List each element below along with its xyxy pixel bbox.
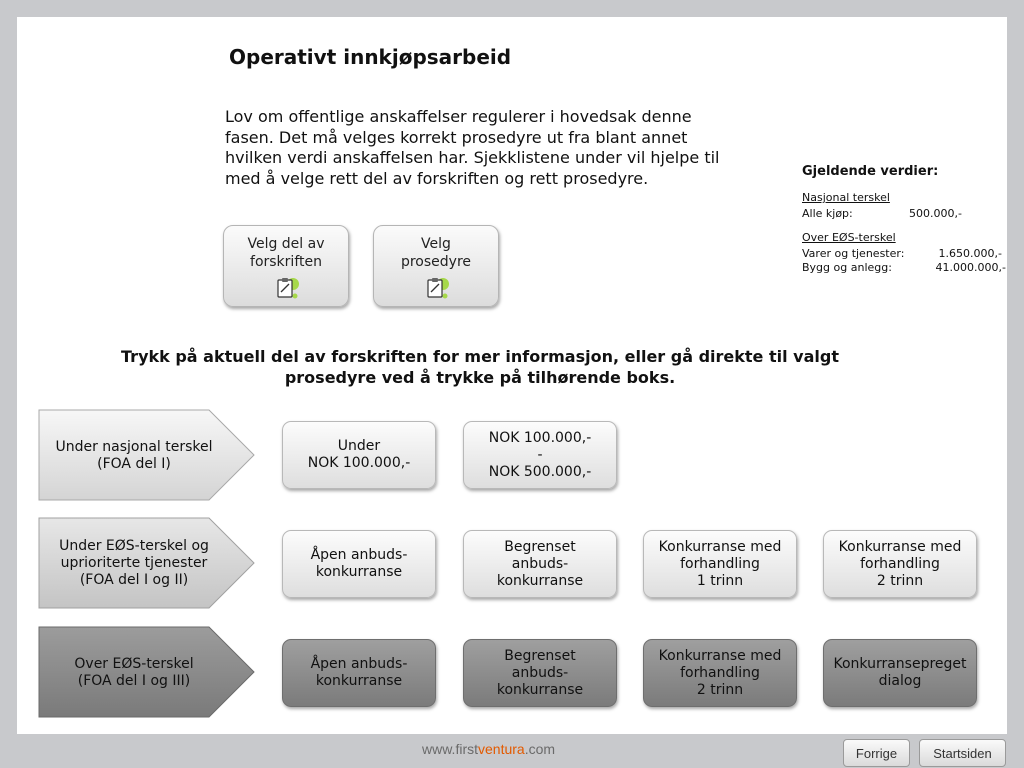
intro-text: Lov om offentlige anskaffelser regulerer i hovedsak denne fasen. Det må velges korrekt prosedyre ut fra blant annet hvilken verdi anskaffelsen har. Sjekklistene under vil hjelpe til med å velge rett del av forskriften og rett prosedyre. — [225, 107, 720, 188]
procedure-box-restricted-tender[interactable]: Begrenset anbuds- konkurranse — [463, 530, 617, 598]
eos-row-value: 1.650.000,- — [938, 247, 1002, 260]
procedure-box-restricted-tender[interactable]: Begrenset anbuds- konkurranse — [463, 639, 617, 707]
procedure-box-competitive-dialogue[interactable]: Konkurransepreget dialog — [823, 639, 977, 707]
row-header-national-threshold[interactable] — [38, 409, 256, 502]
url-suffix: .com — [524, 741, 556, 757]
button-label: Velg del av forskriften — [247, 236, 325, 270]
procedure-box-negotiation-2-step[interactable]: Konkurranse med forhandling 2 trinn — [823, 530, 977, 598]
row-header-eos-above[interactable] — [38, 626, 256, 719]
values-heading: Gjeldende verdier: — [802, 164, 939, 179]
current-values-panel — [802, 164, 1017, 275]
clipboard-icon — [273, 275, 299, 301]
page-title: Operativt innkjøpsarbeid — [229, 45, 512, 69]
eos-row-label: Varer og tjenester: — [802, 247, 905, 260]
procedure-box-open-tender[interactable]: Åpen anbuds- konkurranse — [282, 530, 436, 598]
row-header-label: Under nasjonal terskel (FOA del I) — [55, 438, 213, 472]
national-threshold-label: Nasjonal terskel — [802, 191, 890, 204]
home-button[interactable]: Startsiden — [919, 739, 1006, 767]
row-header-eos-below[interactable] — [38, 517, 256, 610]
national-row-value: 500.000,- — [909, 207, 962, 220]
previous-button[interactable]: Forrige — [843, 739, 910, 767]
procedure-box-negotiation-2-step[interactable]: Konkurranse med forhandling 2 trinn — [643, 639, 797, 707]
procedure-box-open-tender[interactable]: Åpen anbuds- konkurranse — [282, 639, 436, 707]
instruction-text: Trykk på aktuell del av forskriften for mer informasjon, eller gå direkte til valgt prosedyre ved å trykke på tilhørende boks. — [121, 347, 839, 387]
eos-threshold-label: Over EØS-terskel — [802, 231, 896, 244]
choose-regulation-part-button[interactable] — [223, 225, 349, 307]
row-header-label: Under EØS-terskel og uprioriterte tjenester (FOA del I og II) — [59, 538, 209, 588]
eos-row-label: Bygg og anlegg: — [802, 261, 892, 274]
procedure-box-negotiation-1-step[interactable]: Konkurranse med forhandling 1 trinn — [643, 530, 797, 598]
procedure-box-100k-500k[interactable]: NOK 100.000,- - NOK 500.000,- — [463, 421, 617, 489]
national-row-label: Alle kjøp: — [802, 207, 853, 220]
eos-row-value: 41.000.000,- — [935, 261, 1006, 274]
choose-procedure-button[interactable] — [373, 225, 499, 307]
procedure-box-under-100k[interactable]: Under NOK 100.000,- — [282, 421, 436, 489]
url-brand: ventura — [478, 741, 525, 757]
url-prefix: www.first — [422, 741, 478, 757]
row-header-label: Over EØS-terskel (FOA del I og III) — [74, 655, 194, 689]
clipboard-icon — [423, 275, 449, 301]
footer-url[interactable] — [422, 741, 555, 757]
button-label: Velg prosedyre — [400, 236, 472, 270]
